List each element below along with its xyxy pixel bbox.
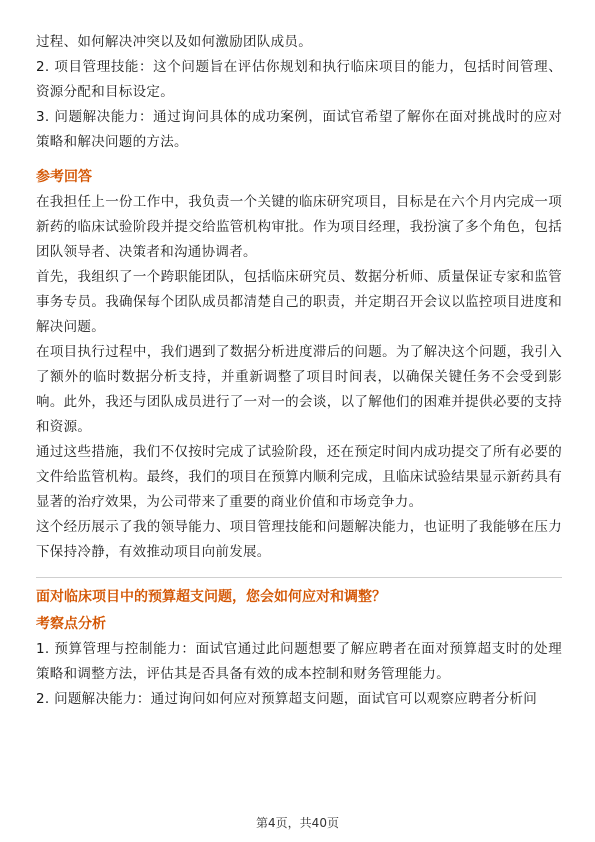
paragraph-conflict-continued: 过程、如何解决冲突以及如何激励团队成员。 <box>36 34 312 50</box>
answer-paragraph-summary: 这个经历展示了我的领导能力、项目管理技能和问题解决能力，也证明了我能够在压力下保持冷静，有效推动项目向前发展。 <box>36 519 562 560</box>
page-content <box>36 30 562 712</box>
answer-paragraph-team: 首先，我组织了一个跨职能团队，包括临床研究员、数据分析师、质量保证专家和监管事务专员。我确保每个团队成员都清楚自己的职责，并定期召开会议以监控项目进度和解决问题。 <box>36 269 562 335</box>
answer-paragraph-result: 通过这些措施，我们不仅按时完成了试验阶段，还在预定时间内成功提交了所有必要的文件给监管机构。最终，我们的项目在预算内顺利完成，且临床试验结果显示新药具有显著的治疗效果，为公司带来了重要的商业价值和市场竞争力。 <box>36 444 562 510</box>
answer-heading: 参考回答 <box>36 169 92 185</box>
paragraph-problem-solving: 3. 问题解决能力：通过询问具体的成功案例，面试官希望了解你在面对挑战时的应对策略和解决问题的方法。 <box>36 109 562 150</box>
answer-paragraph-execution: 在项目执行过程中，我们遇到了数据分析进度滞后的问题。为了解决这个问题，我引入了额外的临时数据分析支持，并重新调整了项目时间表，以确保关键任务不会受到影响。此外，我还与团队成员进行了一对一的会谈，以了解他们的困难并提供必要的支持和资源。 <box>36 344 562 435</box>
section-divider <box>36 577 562 578</box>
answer-paragraph-intro: 在我担任上一份工作中，我负责一个关键的临床研究项目，目标是在六个月内完成一项新药的临床试验阶段并提交给监管机构审批。作为项目经理，我扮演了多个角色，包括团队领导者、决策者和沟通协调者。 <box>36 194 562 260</box>
paragraph-project-management-skills: 2. 项目管理技能：这个问题旨在评估你规划和执行临床项目的能力，包括时间管理、资源分配和目标设定。 <box>36 59 562 100</box>
page-number: 第4页，共40页 <box>256 816 339 830</box>
question-title: 面对临床项目中的预算超支问题，您会如何应对和调整？ <box>36 589 386 605</box>
analysis-paragraph-budget: 1. 预算管理与控制能力：面试官通过此问题想要了解应聘者在面对预算超支时的处理策略和调整方法，评估其是否具备有效的成本控制和财务管理能力。 <box>36 641 562 682</box>
analysis-heading: 考察点分析 <box>36 616 106 632</box>
analysis-paragraph-problem-solving: 2. 问题解决能力：通过询问如何应对预算超支问题，面试官可以观察应聘者分析问 <box>36 691 538 707</box>
